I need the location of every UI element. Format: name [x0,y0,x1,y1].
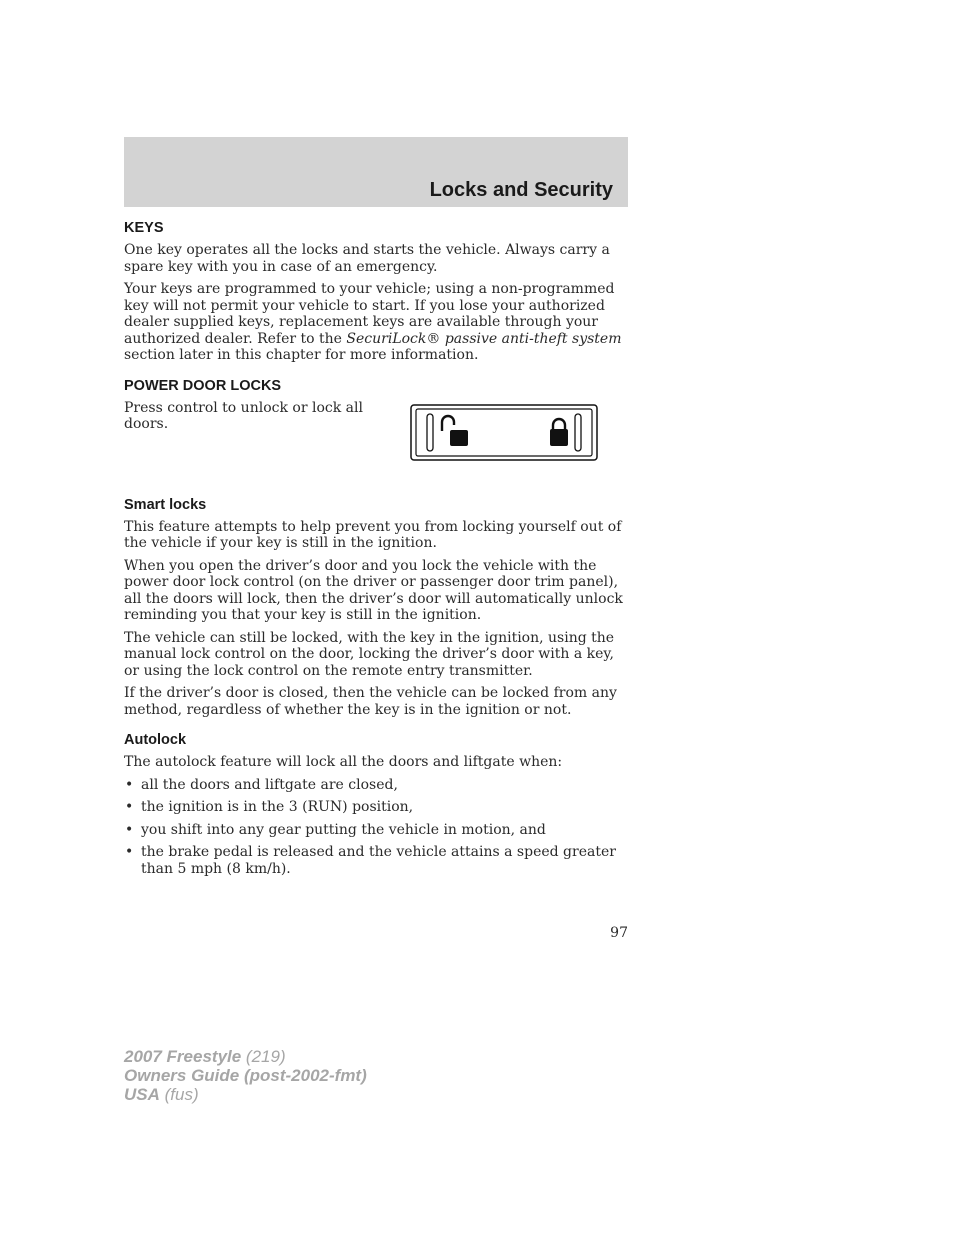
smart-locks-paragraph-1: This feature attempts to help prevent you from locking yourself out of the vehicle if your key is still in the ignition. [124,518,622,551]
power-door-locks-row [124,400,628,496]
keys-heading: KEYS [124,220,164,236]
door-lock-switch-illustration [410,404,598,461]
smart-locks-paragraph-3: The vehicle can still be locked, with the key in the ignition, using the manual lock control on the door, locking the driver’s door with a key, or using the lock control on the remote entry transmitter. [124,629,615,679]
footer-line-market: USA (fus) [124,1085,199,1104]
door-lock-switch-svg [410,404,598,461]
power-door-locks-paragraph: Press control to unlock or lock all doors. [124,399,363,432]
page-content [124,219,628,883]
document-footer [124,1047,367,1104]
autolock-heading: Autolock [124,732,187,748]
chapter-title: Locks and Security [429,179,613,201]
smart-locks-paragraph-4: If the driver’s door is closed, then the vehicle can be locked from any method, regardless of whether the key is in the ignition or not. [124,685,617,718]
list-item: • the brake pedal is released and the vehicle attains a speed greater than 5 mph (8 km/h). [125,844,616,877]
keys-paragraph-1: One key operates all the locks and starts the vehicle. Always carry a spare key with you in case of an emergency. [124,242,610,275]
bullet-icon: • [125,821,134,838]
autolock-conditions-list [124,777,628,878]
keys-paragraph-2: Your keys are programmed to your vehicle; using a non-programmed key will not permit your vehicle to start. If you lose your authorized dealer supplied keys, replacement keys are available through your authorized dealer. Refer to the SecuriLock® passive anti-theft system section later in this chapter for more information. [124,281,622,363]
smart-locks-paragraph-2: When you open the driver’s door and you lock the vehicle with the power door lock control (on the driver or passenger door trim panel), all the doors will lock, then the driver’s door will automatically unlock reminding you that your key is still in the ignition. [124,557,623,623]
autolock-intro: The autolock feature will lock all the doors and liftgate when: [124,754,563,770]
list-item: • the ignition is in the 3 (RUN) position, [125,799,414,815]
smart-locks-heading: Smart locks [124,496,207,513]
bullet-icon: • [125,776,134,793]
securilock-reference: SecuriLock® passive anti-theft system [346,330,622,347]
power-door-locks-heading: POWER DOOR LOCKS [124,377,282,394]
footer-line-guide: Owners Guide (post-2002-fmt) [124,1066,367,1085]
bullet-icon: • [125,844,134,860]
list-item: • all the doors and liftgate are closed, [125,776,398,793]
chapter-header [124,137,628,207]
footer-line-model: 2007 Freestyle (219) [124,1047,286,1066]
list-item: • you shift into any gear putting the vehicle in motion, and [125,821,546,838]
page-number: 97 [610,925,628,941]
bullet-icon: • [125,799,134,815]
